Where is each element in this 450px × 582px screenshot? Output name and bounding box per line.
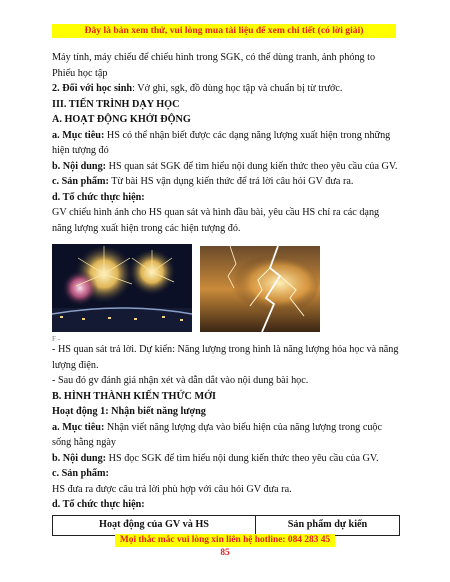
answer-line-1: - HS quan sát trả lời. Dự kiến: Năng lượng trong hình là năng lượng hóa học và năng lượng điện. — [52, 344, 399, 371]
section-b-content — [52, 451, 400, 467]
product-label: c. Sản phẩm: — [52, 176, 109, 187]
illustration-row — [52, 244, 400, 342]
section-a-title: A. HOẠT ĐỘNG KHỞI ĐỘNG — [52, 114, 191, 125]
student-text: : Vở ghi, sgk, đồ dùng học tập và chuẩn bị từ trước. — [132, 83, 343, 94]
preview-banner: Đây là bản xem thử, vui lòng mua tài liệu để xem chi tiết (có lời giải) — [52, 24, 396, 38]
section-a-goal — [52, 128, 400, 159]
section-b-org-label: d. Tổ chức thực hiện: — [52, 499, 145, 510]
table-header-activity: Hoạt động của GV và HS — [53, 515, 256, 535]
goal-label: a. Mục tiêu: — [52, 129, 105, 141]
student-label: 2. Đối với học sinh — [52, 83, 133, 94]
section-b-title: B. HÌNH THÀNH KIẾN THỨC MỚI — [52, 390, 216, 402]
section-a-org-label: d. Tổ chức thực hiện: — [52, 191, 145, 203]
section-b-product-label: c. Sản phẩm: — [52, 468, 109, 479]
product-text: Từ bài HS vận dụng kiến thức để trả lời câu hỏi GV đưa ra. — [108, 176, 354, 187]
intro-line-1: Máy tính, máy chiếu để chiếu hình trong SGK, có thể dùng tranh, ảnh phóng to — [52, 52, 376, 63]
activity-title: Hoạt động 1: Nhận biết năng lượng — [52, 406, 206, 417]
activity-table — [52, 515, 400, 536]
table-header-product: Sản phẩm dự kiến — [256, 515, 400, 535]
document-body — [52, 50, 400, 536]
section-a-content — [52, 159, 400, 175]
answer-line-2: - Sau đó gv đánh giá nhận xét và dẫn dắt vào nội dung bài học. — [52, 375, 309, 386]
goal-label: a. Mục tiêu: — [52, 421, 105, 433]
table-header-row — [53, 515, 400, 535]
section-b-goal — [52, 420, 400, 451]
content-text: HS đọc SGK để tìm hiểu nội dung kiến thức theo yêu cầu của GV. — [106, 452, 379, 464]
goal-text: HS có thể nhận biết được các dạng năng lượng xuất hiện trong những hiện tượng đó — [52, 129, 391, 156]
student-prep — [52, 81, 400, 97]
section-3-title: III. TIẾN TRÌNH DẠY HỌC — [52, 98, 180, 110]
content-label: b. Nội dung: — [52, 452, 107, 464]
intro-line-2: Phiếu học tập — [52, 67, 108, 79]
section-a-product — [52, 174, 400, 190]
hotline-footer: Mọi thắc mắc vui lòng xin liên hệ hotline: 084 283 45 85 — [115, 534, 335, 547]
image-mark: F - — [52, 335, 60, 343]
goal-text: Nhận viết năng lượng dựa vào biểu hiện của năng lượng trong cuộc sống hằng ngày — [52, 421, 383, 448]
content-text: HS quan sát SGK để tìm hiểu nội dung kiến thức theo yêu cầu của GV. — [106, 160, 398, 172]
fireworks-image — [52, 244, 192, 332]
lightning-image — [200, 246, 320, 332]
content-label: b. Nội dung: — [52, 160, 107, 172]
section-a-org-text: GV chiếu hình ảnh cho HS quan sát và hình đầu bài, yêu cầu HS chỉ ra các dạng năng lượng xuất hiện trong các hiện tượng đó. — [52, 207, 380, 234]
section-b-product-text: HS đưa ra được câu trả lời phù hợp với câu hỏi GV đưa ra. — [52, 483, 292, 495]
